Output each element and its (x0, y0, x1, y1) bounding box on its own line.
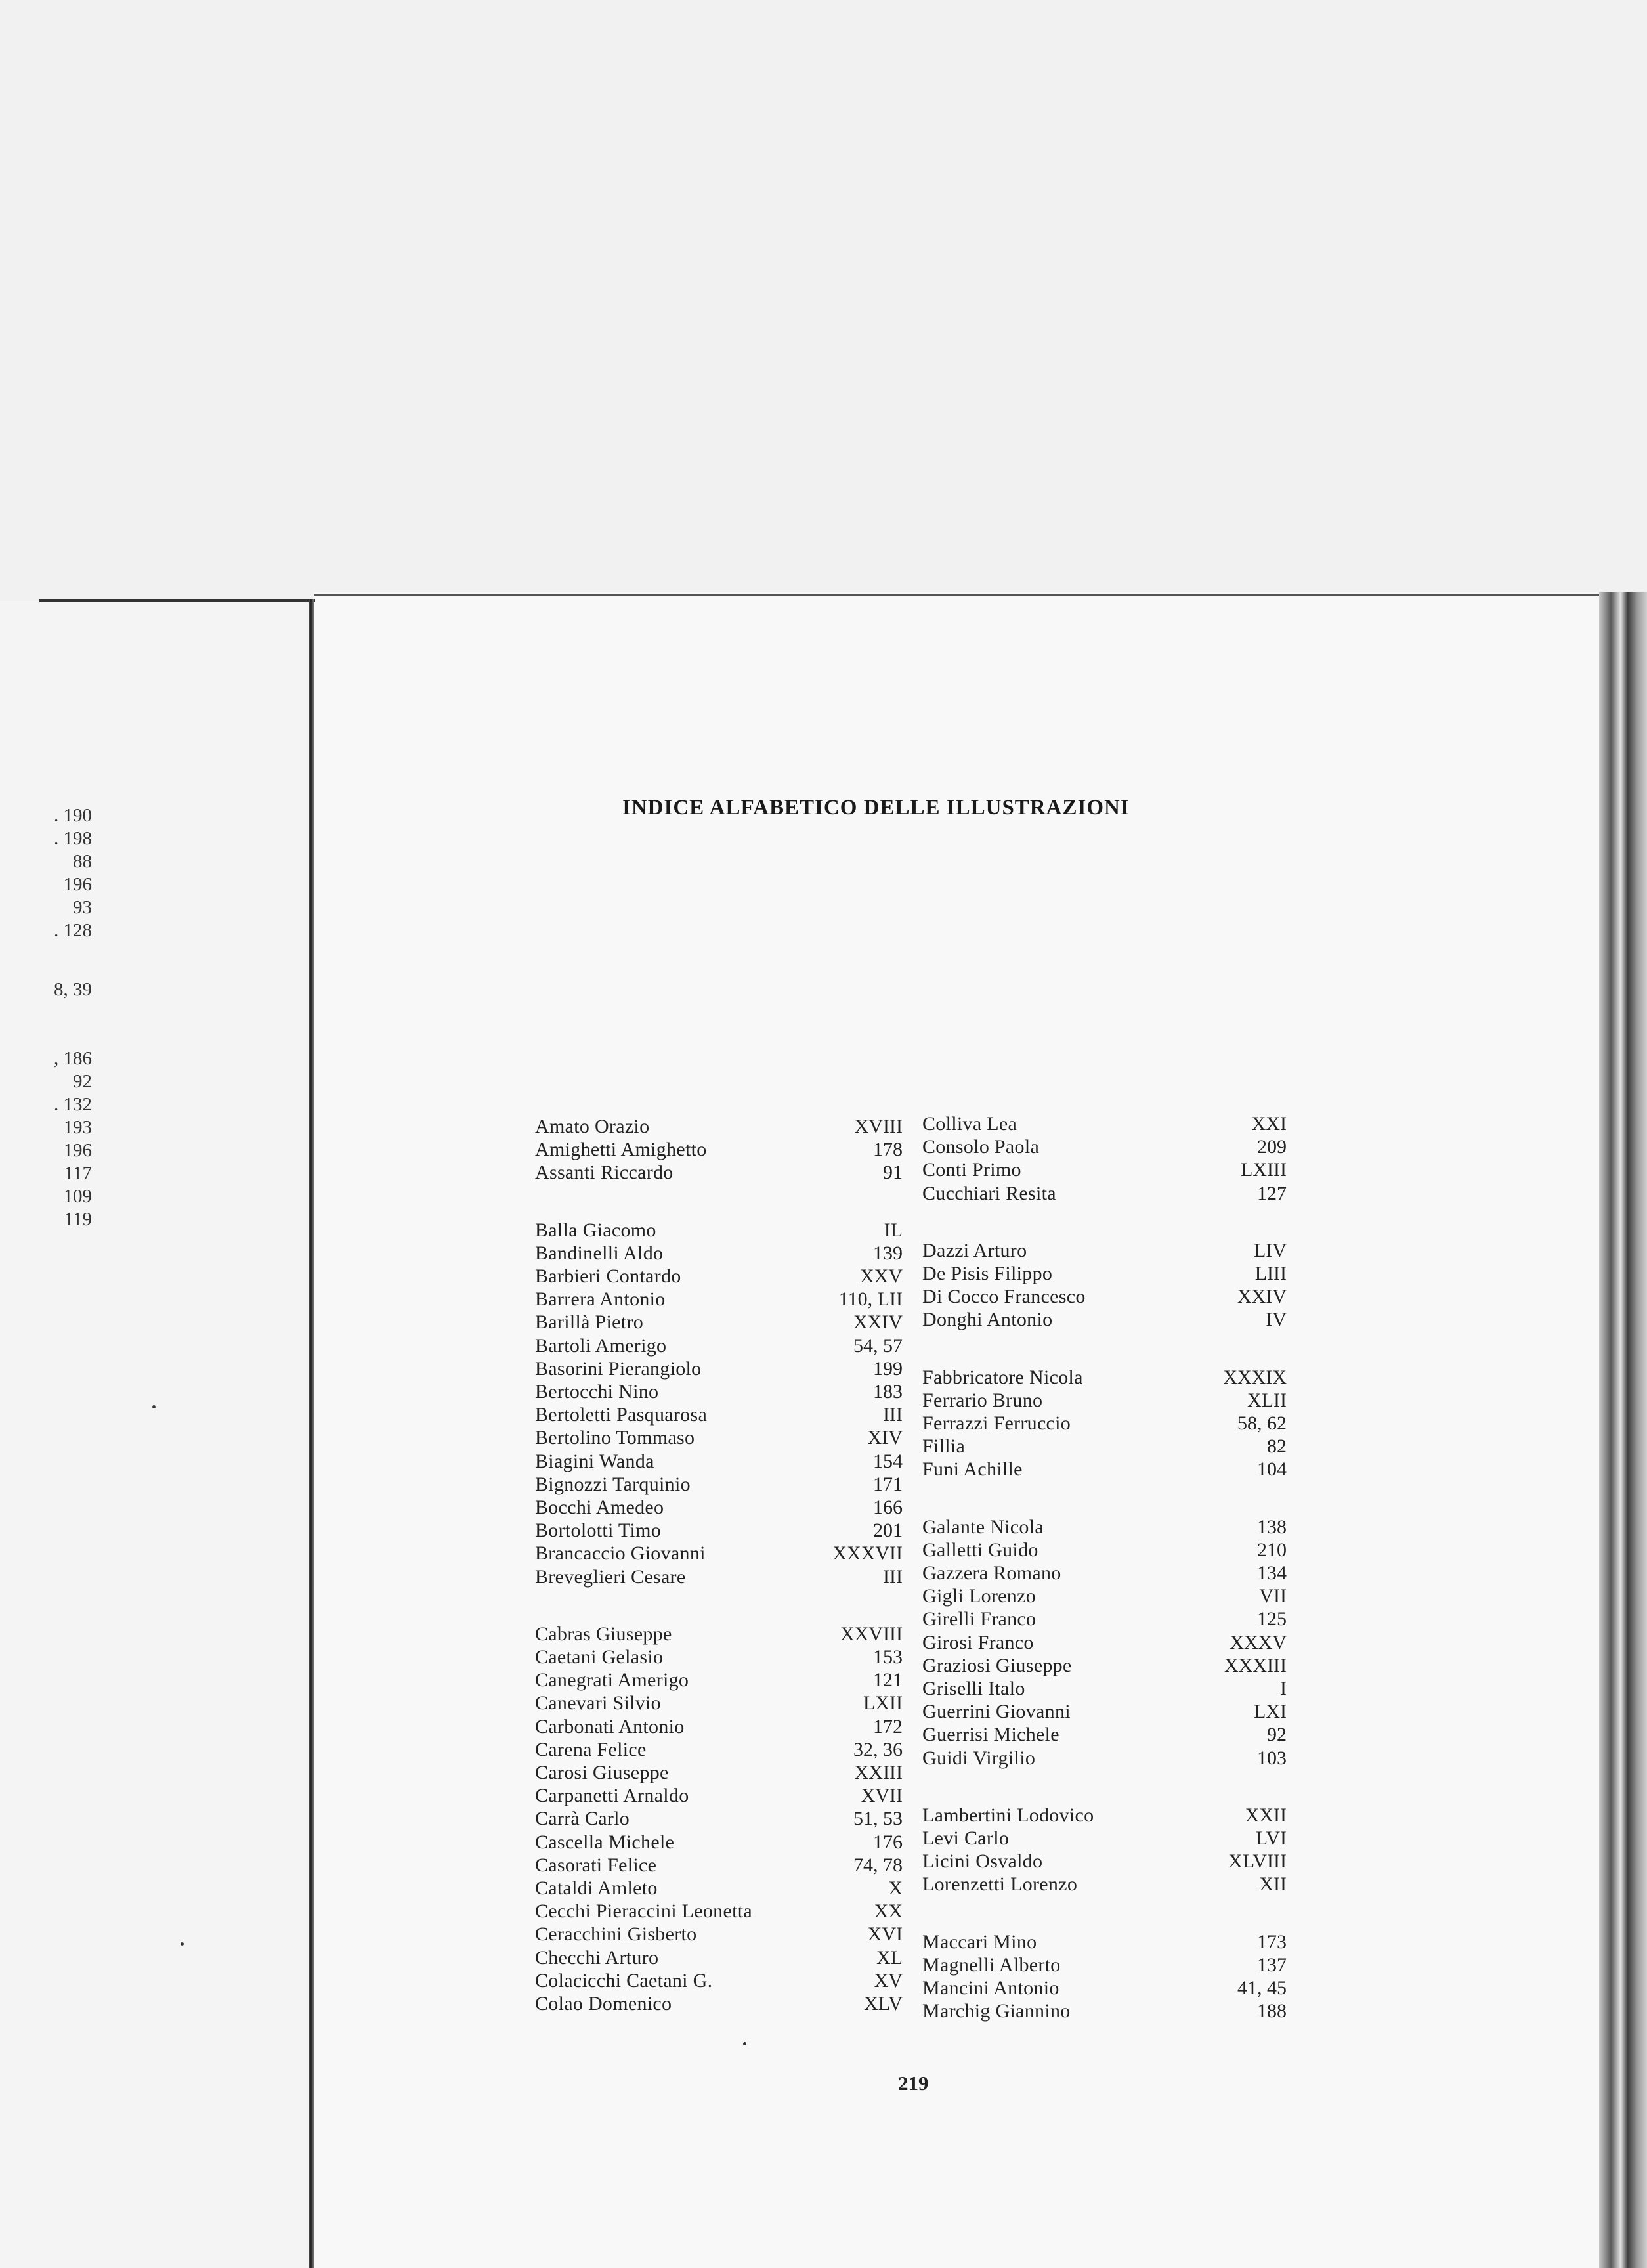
entry-name: Basorini Pierangiolo (535, 1357, 702, 1380)
entry-reference: 134 (1257, 1562, 1287, 1584)
entry-name: Balla Giacomo (535, 1219, 656, 1241)
entry-reference: 138 (1257, 1516, 1287, 1538)
entry-name: Ferrario Bruno (922, 1389, 1043, 1411)
left-page-number: 119 (64, 1209, 92, 1230)
index-entry (922, 1182, 1287, 1205)
entry-name: Gigli Lorenzo (922, 1585, 1037, 1607)
index-entry (535, 1311, 903, 1334)
left-page-top-edge (39, 599, 315, 602)
entry-reference: XVI (867, 1923, 903, 1946)
index-entry (922, 1135, 1287, 1158)
entry-reference: LIV (1254, 1239, 1287, 1261)
index-entry (922, 1262, 1287, 1285)
entry-name: Canegrati Amerigo (535, 1669, 689, 1691)
index-entry (922, 1458, 1287, 1481)
entry-reference: XXII (1245, 1804, 1287, 1826)
page-stack-edge (1599, 592, 1647, 2268)
entry-name: Galletti Guido (922, 1538, 1038, 1561)
entry-name: Bartoli Amerigo (535, 1334, 667, 1357)
entry-name: Girelli Franco (922, 1608, 1037, 1630)
left-page-number: 196 (63, 874, 92, 895)
index-entry (922, 1412, 1287, 1435)
right-page-top-edge (314, 594, 1599, 596)
entry-reference: 58, 62 (1237, 1412, 1287, 1434)
entry-reference: LXI (1254, 1701, 1287, 1723)
entry-reference: 171 (873, 1473, 903, 1495)
entry-name: Bortolotti Timo (535, 1519, 662, 1542)
entry-reference: 127 (1257, 1182, 1287, 1204)
index-entry (535, 1831, 903, 1854)
entry-reference: 153 (873, 1646, 903, 1668)
entry-name: Guerrisi Michele (922, 1724, 1059, 1746)
index-entry (922, 1850, 1287, 1873)
index-entry (922, 1930, 1287, 1953)
index-entry (535, 1161, 903, 1184)
index-entry (922, 1953, 1287, 1976)
index-entry (922, 1308, 1287, 1331)
entry-name: Biagini Wanda (535, 1450, 654, 1472)
index-entry (535, 1403, 903, 1426)
index-entry (535, 1426, 903, 1449)
index-entry (535, 1450, 903, 1473)
entry-name: Caetani Gelasio (535, 1646, 664, 1668)
entry-name: Licini Osvaldo (922, 1850, 1043, 1873)
index-entry (535, 1738, 903, 1761)
left-page-number: 92 (73, 1071, 92, 1092)
index-entry (535, 1900, 903, 1923)
index-entry (922, 1389, 1287, 1412)
index-entry (535, 1761, 903, 1784)
entry-name: Consolo Paola (922, 1136, 1040, 1158)
entry-reference: XVIII (854, 1116, 903, 1137)
index-entry (922, 1158, 1287, 1181)
entry-reference: 209 (1257, 1136, 1287, 1158)
left-page-number: 109 (63, 1186, 92, 1207)
index-entry (535, 1138, 903, 1161)
left-page-number: . 198 (54, 828, 92, 849)
index-entry (535, 1115, 903, 1138)
entry-reference: 51, 53 (853, 1808, 903, 1830)
entry-reference: 137 (1257, 1953, 1287, 1976)
entry-reference: XX (874, 1900, 903, 1923)
index-entry (535, 1946, 903, 1969)
entry-name: Mancini Antonio (922, 1977, 1059, 1999)
entry-name: Fabbricatore Nicola (922, 1366, 1083, 1388)
entry-name: Marchig Giannino (922, 2000, 1071, 2022)
entry-name: Cataldi Amleto (535, 1877, 658, 1899)
index-entry (535, 1923, 903, 1946)
index-entry (535, 1542, 903, 1565)
entry-name: Cecchi Pieraccini Leonetta (535, 1900, 752, 1923)
left-page-number: 8, 39 (54, 979, 92, 1000)
entry-name: Griselli Italo (922, 1678, 1025, 1699)
entry-reference: 139 (873, 1242, 903, 1264)
entry-reference: 166 (873, 1496, 903, 1518)
index-entry (535, 1854, 903, 1877)
left-page (0, 601, 314, 2268)
entry-name: Casorati Felice (535, 1854, 657, 1876)
entry-name: Carena Felice (535, 1738, 647, 1760)
entry-reference: 41, 45 (1237, 1977, 1287, 1999)
entry-name: Funi Achille (922, 1458, 1023, 1481)
entry-name: De Pisis Filippo (922, 1263, 1053, 1284)
index-entry (535, 1334, 903, 1357)
index-entry (922, 1561, 1287, 1584)
entry-reference: 103 (1257, 1747, 1287, 1769)
index-entry (535, 1219, 903, 1242)
entry-name: Ferrazzi Ferruccio (922, 1412, 1071, 1434)
entry-name: Lorenzetti Lorenzo (922, 1873, 1078, 1896)
index-entry (922, 1827, 1287, 1850)
index-entry (922, 1112, 1287, 1135)
entry-name: Magnelli Alberto (922, 1953, 1061, 1976)
index-entry (922, 1607, 1287, 1630)
entry-name: Amato Orazio (535, 1116, 650, 1137)
entry-name: Cucchiari Resita (922, 1182, 1056, 1204)
left-page-number: 193 (63, 1117, 92, 1138)
left-page-number: 88 (73, 851, 92, 872)
entry-name: Lambertini Lodovico (922, 1804, 1094, 1826)
index-entry (922, 1804, 1287, 1827)
index-entry (922, 1747, 1287, 1770)
entry-reference: XXXIX (1223, 1366, 1287, 1388)
entry-name: Gazzera Romano (922, 1562, 1061, 1584)
entry-name: Bocchi Amedeo (535, 1496, 664, 1518)
speck (743, 2042, 746, 2045)
entry-name: Conti Primo (922, 1159, 1021, 1181)
entry-name: Bertolino Tommaso (535, 1427, 695, 1449)
left-page-number: 117 (64, 1163, 92, 1184)
entry-reference: XV (874, 1969, 903, 1992)
left-page-number: 196 (63, 1140, 92, 1161)
index-entry (535, 1646, 903, 1668)
index-entry (535, 1807, 903, 1830)
entry-reference: 201 (873, 1519, 903, 1542)
entry-reference: 188 (1257, 2000, 1287, 2022)
index-entry (922, 1538, 1287, 1561)
left-page-number: . 132 (54, 1094, 92, 1115)
index-entry (535, 1565, 903, 1588)
index-entry (535, 1519, 903, 1542)
entry-name: Maccari Mino (922, 1930, 1037, 1953)
entry-reference: 32, 36 (853, 1738, 903, 1760)
entry-reference: XXIII (854, 1762, 903, 1783)
index-entry (922, 1723, 1287, 1746)
index-entry (922, 1516, 1287, 1538)
entry-reference: XII (1259, 1873, 1287, 1896)
entry-name: Di Cocco Francesco (922, 1286, 1086, 1308)
entry-name: Canevari Silvio (535, 1692, 661, 1714)
entry-name: Assanti Riccardo (535, 1162, 674, 1184)
entry-reference: XXXIII (1224, 1654, 1287, 1676)
index-entry (535, 1473, 903, 1496)
index-entry (535, 1969, 903, 1992)
entry-reference: XLV (864, 1993, 903, 2015)
entry-reference: LXIII (1241, 1159, 1287, 1181)
entry-reference: XLII (1247, 1389, 1287, 1411)
index-entry (535, 1288, 903, 1311)
entry-name: Ceracchini Gisberto (535, 1923, 697, 1946)
entry-reference: XXIV (853, 1311, 903, 1334)
index-entry (535, 1715, 903, 1738)
entry-name: Cascella Michele (535, 1831, 675, 1853)
index-entry (922, 1435, 1287, 1458)
entry-name: Amighetti Amighetto (535, 1139, 707, 1161)
entry-reference: 104 (1257, 1458, 1287, 1481)
index-entry (535, 1242, 903, 1265)
entry-name: Brancaccio Giovanni (535, 1542, 706, 1565)
entry-name: Guidi Virgilio (922, 1747, 1036, 1769)
index-entry (535, 1380, 903, 1403)
entry-reference: 74, 78 (853, 1854, 903, 1876)
index-entry (922, 1584, 1287, 1607)
entry-name: Colao Domenico (535, 1993, 672, 2015)
entry-name: Fillia (922, 1435, 966, 1458)
entry-reference: XXXV (1230, 1631, 1287, 1653)
entry-name: Bignozzi Tarquinio (535, 1473, 691, 1495)
entry-reference: XXI (1251, 1113, 1287, 1135)
entry-reference: LXII (863, 1692, 903, 1714)
entry-reference: 92 (1267, 1724, 1287, 1746)
index-entry (922, 1285, 1287, 1308)
entry-name: Cabras Giuseppe (535, 1623, 672, 1645)
entry-name: Checchi Arturo (535, 1946, 659, 1969)
entry-reference: III (883, 1404, 903, 1426)
index-entry (535, 1265, 903, 1288)
entry-reference: IV (1266, 1309, 1287, 1331)
entry-reference: 172 (873, 1715, 903, 1737)
entry-name: Dazzi Arturo (922, 1239, 1027, 1261)
entry-reference: 173 (1257, 1930, 1287, 1953)
index-entry (922, 1873, 1287, 1896)
index-entry (535, 1877, 903, 1900)
entry-reference: XXVIII (840, 1623, 903, 1645)
entry-reference: LIII (1254, 1263, 1287, 1284)
speck (152, 1405, 156, 1408)
entry-reference: XL (876, 1946, 903, 1969)
entry-reference: 183 (873, 1381, 903, 1403)
index-entry (922, 1239, 1287, 1262)
entry-reference: IL (884, 1219, 903, 1241)
index-entry (922, 1366, 1287, 1389)
entry-reference: 154 (873, 1450, 903, 1472)
left-page-number: , 186 (54, 1048, 92, 1069)
entry-name: Carosi Giuseppe (535, 1762, 669, 1783)
entry-reference: XLVIII (1228, 1850, 1287, 1873)
entry-name: Breveglieri Cesare (535, 1565, 686, 1588)
entry-name: Bertoletti Pasquarosa (535, 1404, 708, 1426)
entry-reference: VII (1259, 1585, 1287, 1607)
entry-reference: 178 (873, 1139, 903, 1161)
entry-name: Galante Nicola (922, 1516, 1044, 1538)
index-entry (922, 1677, 1287, 1700)
entry-name: Levi Carlo (922, 1827, 1010, 1849)
entry-name: Graziosi Giuseppe (922, 1654, 1072, 1676)
entry-reference: III (883, 1565, 903, 1588)
index-entry (535, 1496, 903, 1519)
entry-reference: 210 (1257, 1538, 1287, 1561)
entry-name: Girosi Franco (922, 1631, 1034, 1653)
entry-name: Bertocchi Nino (535, 1381, 659, 1403)
left-page-number: 93 (73, 897, 92, 918)
entry-name: Guerrini Giovanni (922, 1701, 1071, 1723)
index-entry (922, 1631, 1287, 1654)
entry-reference: 91 (883, 1162, 903, 1184)
index-entry (535, 1623, 903, 1646)
entry-name: Carpanetti Arnaldo (535, 1785, 689, 1807)
entry-reference: XXXVII (832, 1542, 903, 1565)
index-entry (535, 1784, 903, 1807)
entry-reference: 121 (873, 1669, 903, 1691)
entry-reference: 110, LII (838, 1288, 903, 1311)
entry-name: Carrà Carlo (535, 1808, 630, 1830)
left-page-number: . 190 (54, 805, 92, 826)
entry-reference: I (1280, 1678, 1287, 1699)
entry-name: Carbonati Antonio (535, 1715, 685, 1737)
entry-reference: X (888, 1877, 903, 1899)
entry-name: Colliva Lea (922, 1113, 1017, 1135)
index-entry (922, 1999, 1287, 2022)
index-entry (535, 1357, 903, 1380)
page-number: 219 (898, 2072, 929, 2095)
index-entry (922, 1654, 1287, 1677)
entry-reference: 54, 57 (853, 1334, 903, 1357)
entry-name: Barbieri Contardo (535, 1265, 681, 1287)
entry-reference: LVI (1255, 1827, 1287, 1849)
index-entry (535, 1992, 903, 2015)
entry-reference: XXIV (1237, 1286, 1287, 1308)
entry-reference: XVII (861, 1785, 903, 1807)
entry-reference: 82 (1267, 1435, 1287, 1458)
entry-reference: 199 (873, 1357, 903, 1380)
index-entry (535, 1691, 903, 1714)
entry-reference: XXV (860, 1265, 903, 1287)
entry-reference: XIV (867, 1427, 903, 1449)
index-entry (535, 1668, 903, 1691)
entry-name: Donghi Antonio (922, 1309, 1053, 1331)
index-entry (922, 1976, 1287, 1999)
entry-name: Bandinelli Aldo (535, 1242, 664, 1264)
entry-reference: 176 (873, 1831, 903, 1853)
entry-name: Colacicchi Caetani G. (535, 1969, 713, 1992)
entry-name: Barillà Pietro (535, 1311, 643, 1334)
entry-name: Barrera Antonio (535, 1288, 666, 1311)
index-entry (922, 1700, 1287, 1723)
speck (181, 1942, 184, 1946)
left-page-number: . 128 (54, 920, 92, 941)
book-gutter (309, 599, 314, 2268)
entry-reference: 125 (1257, 1608, 1287, 1630)
page-title: INDICE ALFABETICO DELLE ILLUSTRAZIONI (622, 796, 1130, 819)
